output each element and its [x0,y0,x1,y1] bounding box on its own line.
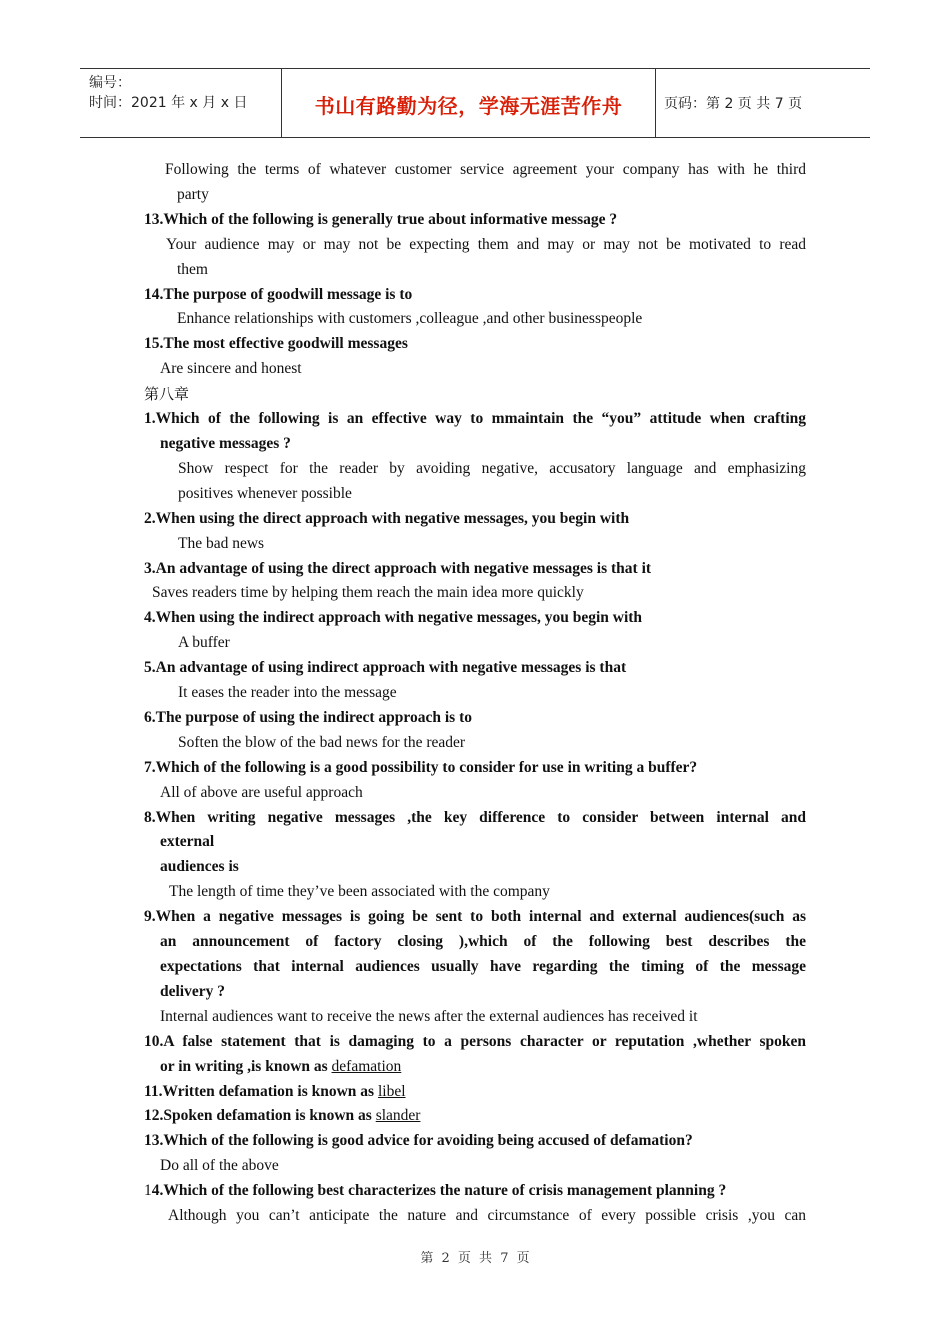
page-info: 页码：第 2 页 共 7 页 [664,96,803,112]
answer-line: The bad news [178,534,265,552]
question-line [144,1055,806,1080]
answer-line: Are sincere and honest [160,360,302,378]
answer-line: All of above are useful approach [160,783,363,801]
time-label: 时间：2021 年 x 月 x 日 [89,95,248,111]
question-line: 6.The purpose of using the indirect approach is to [144,708,472,726]
question-text: 4.Which of the following best characterizes the nature of crisis management planning ? [151,1182,727,1200]
question-line: external [160,833,215,851]
question-line: 14.The purpose of goodwill message is to [144,285,413,303]
answer-line: Following the terms of whatever customer service agreement your company has with he third [165,161,806,178]
answer-line: Internal audiences want to receive the news after the external audiences has received it [160,1007,698,1025]
question-line: 1.Which of the following is an effective way to mmaintain the “you” attitude when crafting [144,410,806,428]
question-line [144,1080,806,1105]
question-text: or in writing ,is known as [160,1057,328,1075]
question-line: 3.An advantage of using the direct approach with negative messages is that it [144,559,652,577]
question-line: delivery ? [160,982,225,1000]
question-line [144,1104,806,1129]
answer-line: It eases the reader into the message [178,684,397,702]
question-text: 11.Written defamation is known as [144,1082,375,1100]
question-line: negative messages ? [160,434,291,452]
question-line: an announcement of factory closing ),which of the following best describes the [160,933,806,951]
question-line: 8.When writing negative messages ,the key difference to consider between internal and [144,808,806,826]
question-line: 2.When using the direct approach with negative messages, you begin with [144,509,630,527]
question-line: 10.A false statement that is damaging to a persons character or reputation ,whether spoken [144,1032,806,1050]
question-line: audiences is [160,858,239,876]
chapter-heading: 第八章 [144,385,190,404]
number-label: 编号： [89,75,131,91]
answer-underlined: slander [375,1107,421,1125]
answer-line: Although you can’t anticipate the nature and circumstance of every possible crisis ,you can [168,1207,806,1225]
question-number-prefix: 1 [144,1182,152,1200]
question-line: 13.Which of the following is generally true about informative message ? [144,210,618,228]
answer-line: A buffer [178,634,230,652]
answer-line: Show respect for the reader by avoiding negative, accusatory language and emphasizing [178,459,806,477]
question-line: 5.An advantage of using indirect approach with negative messages is that [144,659,627,677]
answer-line: positives whenever possible [178,484,352,502]
question-line: 4.When using the indirect approach with negative messages, you begin with [144,609,643,627]
answer-line: Enhance relationships with customers ,colleague ,and other businesspeople [177,310,643,328]
page-footer: 第 2 页 共 7 页 [420,1251,530,1266]
question-line: 15.The most effective goodwill messages [144,335,408,353]
question-text: 12.Spoken defamation is known as [144,1107,372,1125]
header-motto-cell [281,69,656,137]
answer-line: Saves readers time by helping them reach the main idea more quickly [152,584,584,602]
answer-line: Do all of the above [160,1157,279,1175]
question-line: 9.When a negative messages is going be sent to both internal and external audiences(such as [144,908,806,926]
answer-underlined: defamation [331,1057,402,1075]
header-meta [89,73,247,113]
motto: 书山有路勤为径，学海无涯苦作舟 [314,94,623,118]
document-body [144,158,806,1229]
answer-line: The length of time they’ve been associated with the company [169,883,550,901]
answer-underlined: libel [377,1082,406,1100]
question-line [144,1179,806,1204]
answer-line: Soften the blow of the bad news for the reader [178,733,466,751]
question-line: 13.Which of the following is good advice for avoiding being accused of defamation? [144,1132,693,1150]
answer-line: party [177,185,209,203]
question-line: 7.Which of the following is a good possibility to consider for use in writing a buffer? [144,758,698,776]
answer-line: Your audience may or may not be expecting them and may or may not be motivated to read [166,235,806,253]
answer-line: them [177,260,208,278]
page-header [80,68,870,138]
question-line: expectations that internal audiences usually have regarding the timing of the message [160,958,806,975]
